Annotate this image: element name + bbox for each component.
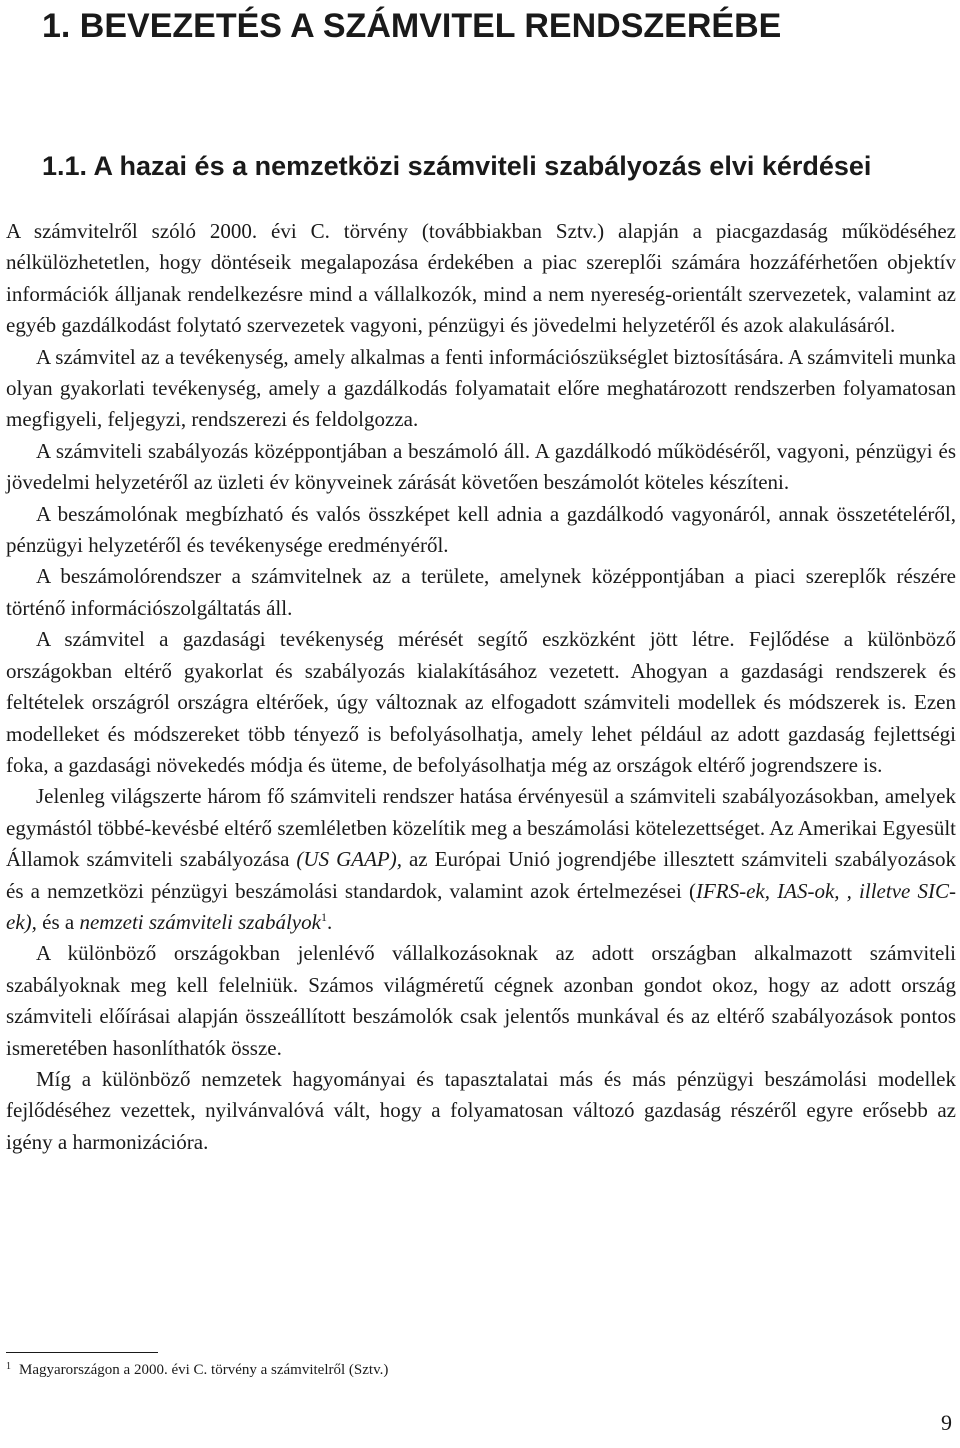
- footnote-reference: 1: [320, 909, 327, 924]
- paragraph-4: A beszámolónak megbízható és valós összképet kell adnia a gazdálkodó vagyonáról, annak összetételéről, pénzügyi helyzetéről és tevékenysége eredményéről.: [6, 501, 956, 558]
- paragraph-8: A különböző országokban jelenlévő vállalkozásoknak az adott országban alkalmazott számviteli szabályoknak meg kell felelniük. Számos világméretű cégnek azonban gondot okoz, hogy az adott ország számviteli előírásai alapján összeállított beszámolók csak jelentős munkával és az eltérő szabályozások pontos ismeretében hasonlíthatók össze.: [6, 941, 956, 1060]
- us-gaap-term: (US GAAP),: [296, 847, 402, 872]
- paragraph-7: [6, 781, 956, 938]
- paragraph-7-part-b: az Európai Unió jogrendjébe illesztett számviteli szabályozások és a nemzetközi pénzügyi beszámolási standardok, valamint azok értelmezései (: [6, 847, 956, 903]
- paragraph-6: A számvitel a gazdasági tevékenység mérését segítő eszközként jött létre. Fejlődése a különböző országokban eltérő gyakorlat és szabályozás kialakításához vezetett. Ahogyan a gazdasági rendszerek és feltételek országról országra eltérőek, úgy változnak az elfogadott számviteli modellek és módszerek is. Ezen modelleket és módszereket több tényező is befolyásolhatja, amely lehet például az adott gazdaság fejlettségi foka, a gazdasági növekedés módja és üteme, de befolyásolhatja még az országok eltérő jogrendszere is.: [6, 627, 956, 777]
- section-title: 1.1. A hazai és a nemzetközi számviteli szabályozás elvi kérdései: [42, 151, 872, 181]
- paragraph-7-part-d: .: [326, 909, 333, 934]
- paragraph-3: A számviteli szabályozás középpontjában a beszámoló áll. A gazdálkodó működéséről, vagyoni, pénzügyi és jövedelmi helyzetéről az üzleti év könyveinek zárását követően beszámolót köteles készíteni.: [6, 438, 956, 495]
- paragraph-9: Míg a különböző nemzetek hagyományai és tapasztalatai más és más pénzügyi beszámolási modellek fejlődéséhez vezettek, nyilvánvalóvá vált, hogy a folyamatosan változó gazdaság részéről egyre erősebb az igény a harmonizációra.: [6, 1066, 956, 1154]
- paragraph-7-part-a: Jelenleg világszerte három fő számviteli rendszer hatása érvényesül a számviteli szabályozásokban, amelyek egymástól többé-kevésbé eltérő szemléletben közelítik meg a beszámolási kötelezettséget. Az Amerikai Egyesült Államok számviteli szabályozása: [6, 784, 956, 872]
- page-number: 9: [941, 1410, 952, 1435]
- ifrs-ias-sic-terms: IFRS-ek, IAS-ok, , illetve SIC-ek),: [6, 878, 956, 934]
- paragraph-7-part-c: és a: [36, 909, 80, 934]
- footnote-marker: 1: [6, 1361, 11, 1372]
- paragraph-5: A beszámolórendszer a számvitelnek az a területe, amelynek középpontjában a piaci szereplők részére történő információszolgáltatás áll.: [6, 564, 956, 620]
- body-text: [6, 216, 956, 1158]
- paragraph-1: A számvitelről szóló 2000. évi C. törvény (továbbiakban Sztv.) alapján a piacgazdaság működéséhez nélkülözhetetlen, hogy döntéseik megalapozása érdekében a piac szereplői számára hozzáférhetően objektív információk álljanak rendelkezésre mind a vállalkozók, mind a nem nyereség-orientált szervezetek, valamint az egyéb gazdálkodást folytató szervezetek vagyoni, pénzügyi és jövedelmi helyzetéről és azok alakulásáról.: [6, 219, 956, 338]
- chapter-title: 1. BEVEZETÉS A SZÁMVITEL RENDSZERÉBE: [42, 7, 782, 45]
- footnote-text: Magyarországon a 2000. évi C. törvény a számvitelről (Sztv.): [19, 1362, 389, 1378]
- footnote: [6, 1359, 906, 1381]
- paragraph-2: A számvitel az a tevékenység, amely alkalmas a fenti információszükséglet biztosítására. A számviteli munka olyan gyakorlati tevékenység, amely a gazdálkodás folyamatait előre meghatározott rendszerben folyamatosan megfigyeli, feljegyzi, rendszerezi és feldolgozza.: [6, 344, 956, 432]
- footnote-divider: [6, 1352, 158, 1353]
- national-rules-term: nemzeti számviteli szabályok: [79, 909, 321, 934]
